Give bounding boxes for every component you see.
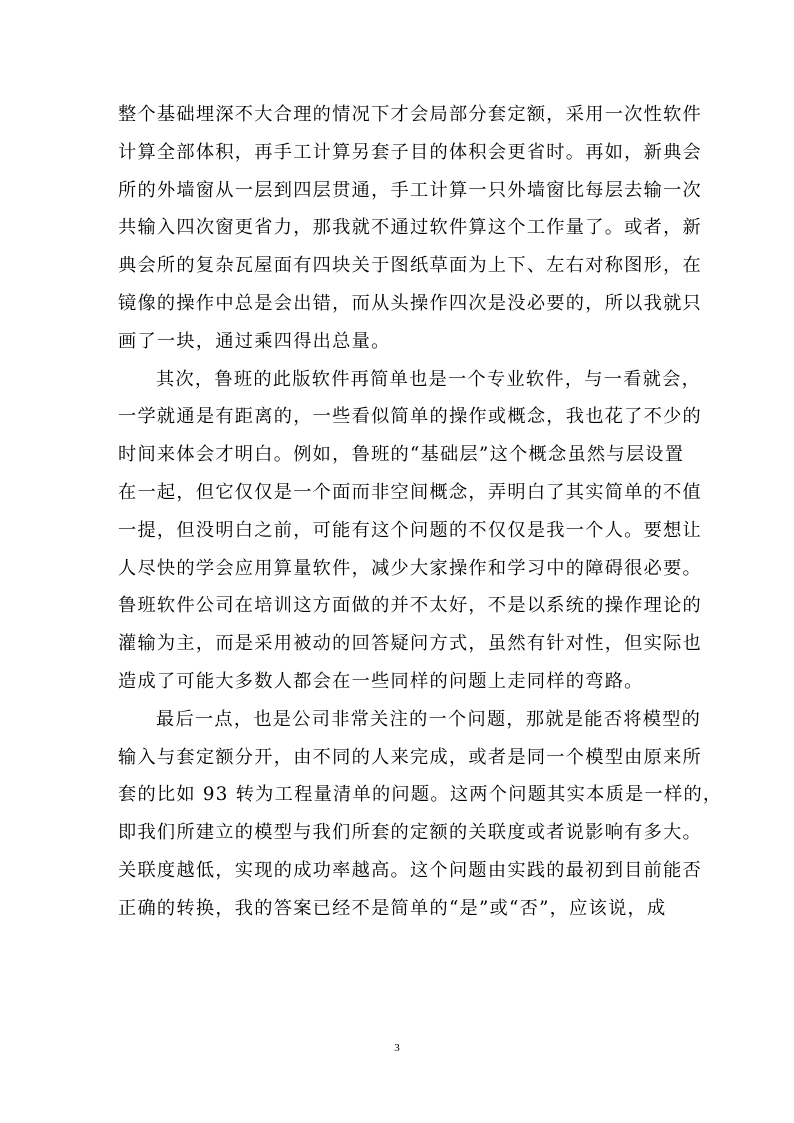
text-line: 所的外墙窗从一层到四层贯通，手工计算一只外墙窗比每层去输一次 <box>118 179 703 201</box>
text-line: 一提，但没明白之前，可能有这个问题的不仅仅是我一个人。要想让 <box>118 519 703 541</box>
text-line: 共输入四次窗更省力，那我就不通过软件算这个工作量了。或者，新 <box>118 217 703 239</box>
text-line: 一学就通是有距离的，一些看似简单的操作或概念，我也花了不少的 <box>118 406 703 428</box>
text-line: 鲁班软件公司在培训这方面做的并不太好，不是以系统的操作理论的 <box>118 595 703 617</box>
paragraph-1 <box>118 96 703 361</box>
text-line: 正确的转换，我的答案已经不是简单的“是”或“否”，应该说，成 <box>118 897 667 919</box>
paragraph-2 <box>118 361 703 701</box>
text-line: 计算全部体积，再手工计算另套子目的体积会更省时。再如，新典会 <box>118 141 703 163</box>
text-line: 关联度越低，实现的成功率越高。这个问题由实践的最初到目前能否 <box>118 859 703 881</box>
text-line-indented: 最后一点，也是公司非常关注的一个问题，那就是能否将模型的 <box>156 708 702 730</box>
text-line: 典会所的复杂瓦屋面有四块关于图纸草面为上下、左右对称图形，在 <box>118 255 703 277</box>
text-line: 整个基础埋深不大合理的情况下才会局部分套定额，采用一次性软件 <box>118 104 703 125</box>
text-line: 灌输为主，而是采用被动的回答疑问方式，虽然有针对性，但实际也 <box>118 633 703 655</box>
page-number: 3 <box>394 1042 400 1054</box>
text-line: 套的比如 93 转为工程量清单的问题。这两个问题其实本质是一样的， <box>118 784 723 806</box>
text-line: 人尽快的学会应用算量软件，减少大家操作和学习中的障碍很必要。 <box>118 557 703 579</box>
text-line: 画了一块，通过乘四得出总量。 <box>118 330 391 352</box>
text-line-indented: 其次，鲁班的此版软件再简单也是一个专业软件，与一看就会， <box>156 368 702 390</box>
text-line: 即我们所建立的模型与我们所套的定额的关联度或者说影响有多大。 <box>118 822 703 844</box>
text-line: 在一起，但它仅仅是一个面而非空间概念，弄明白了其实简单的不值 <box>118 481 703 503</box>
document-body <box>118 96 723 928</box>
text-line: 造成了可能大多数人都会在一些同样的问题上走同样的弯路。 <box>118 670 644 692</box>
text-line: 输入与套定额分开，由不同的人来完成，或者是同一个模型由原来所 <box>118 746 703 768</box>
text-line: 镜像的操作中总是会出错，而从头操作四次是没必要的，所以我就只 <box>118 292 703 314</box>
paragraph-3 <box>118 701 723 928</box>
text-line: 时间来体会才明白。例如，鲁班的“基础层”这个概念虽然与层设置 <box>118 444 685 466</box>
